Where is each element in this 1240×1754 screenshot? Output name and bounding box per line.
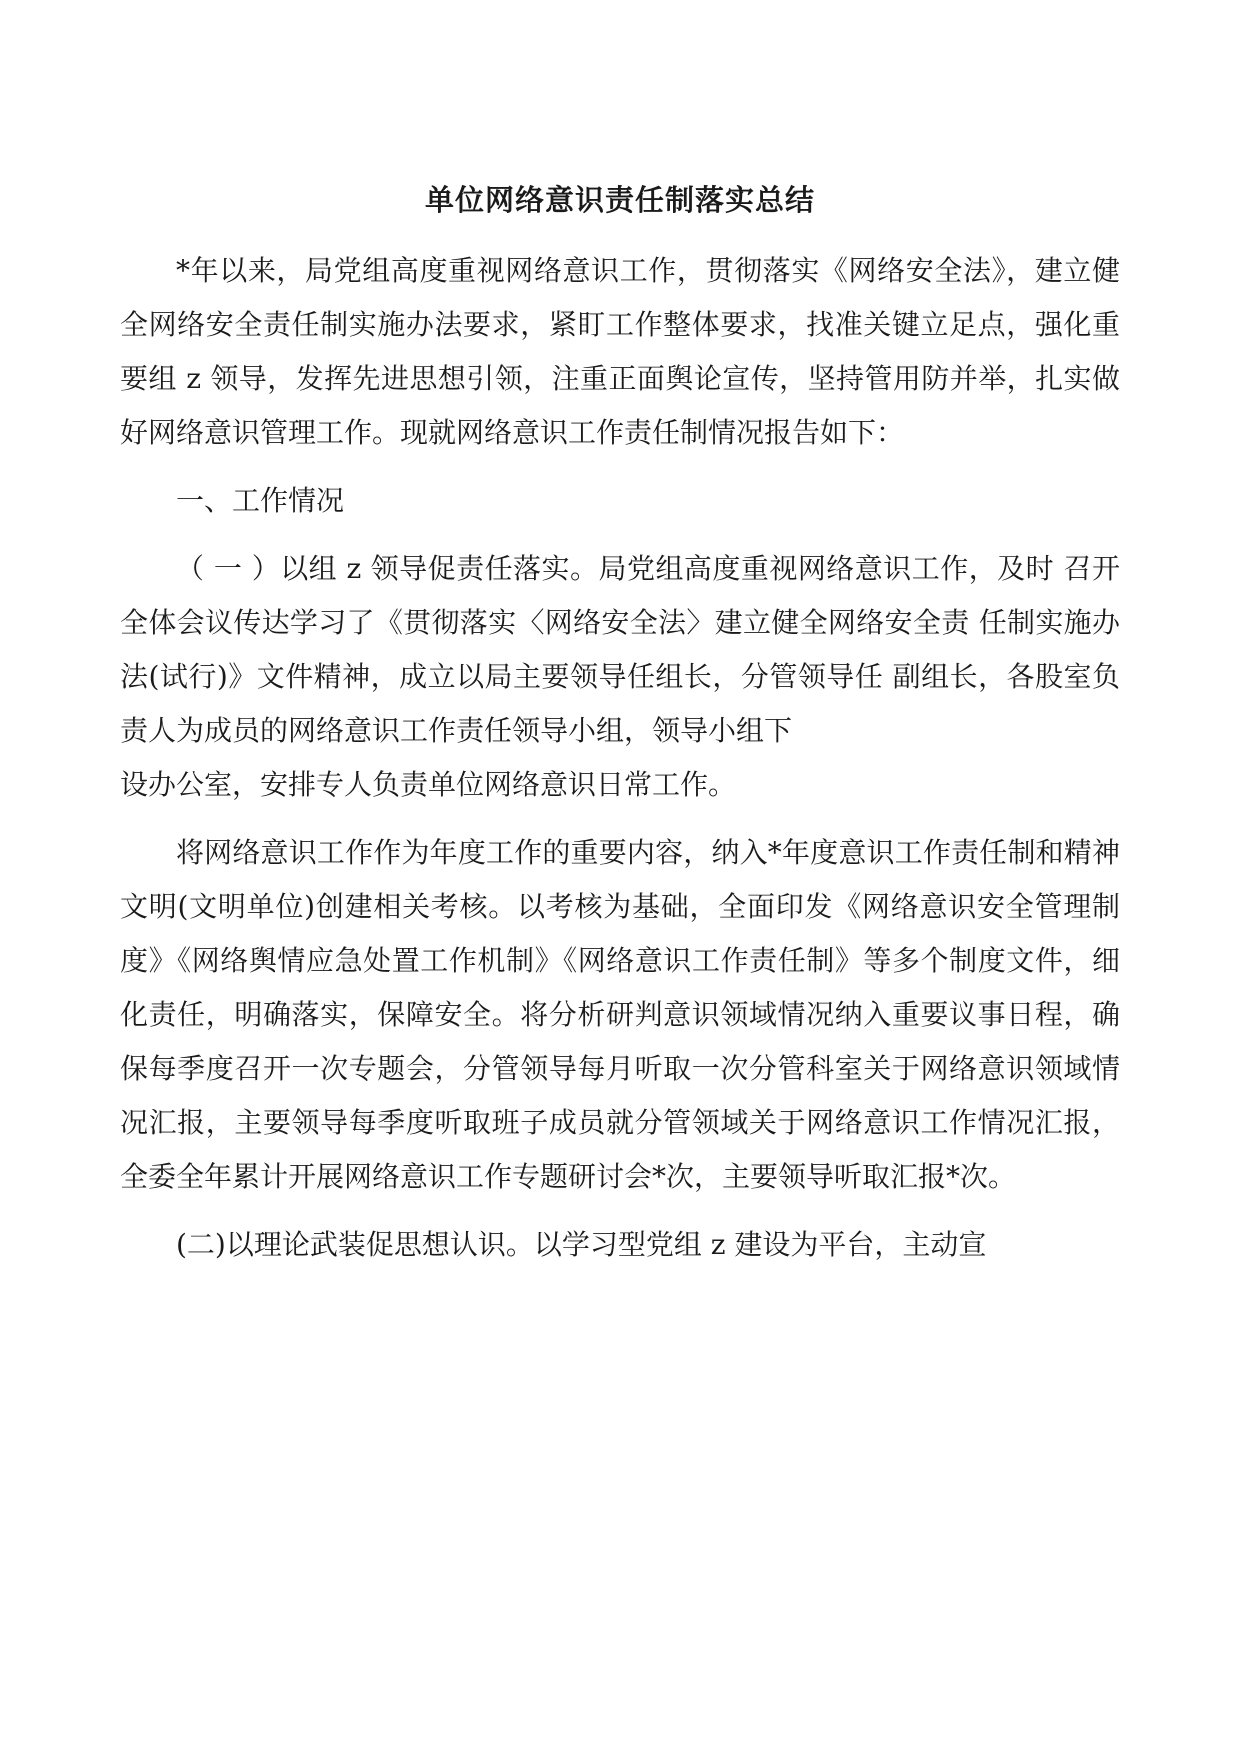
document-body	[120, 244, 1120, 1286]
paragraph-office-setup: 设办公室，安排专人负责单位网络意识日常工作。	[120, 768, 737, 801]
paragraph-annual-work: 将网络意识工作作为年度工作的重要内容，纳入*年度意识工作责任制和精神文明(文明单位)创建相关考核。以考核为基础，全面印发《网络意识安全管理制度》《网络舆情应急处置工作机制》《网络意识工作责任制》等多个制度文件，细化责任，明确落实，保障安全。将分析研判意识领域情况纳入重要议事日程，确保每季度召开一次专题会，分管领导每月听取一次分管科室关于网络意识领域情况汇报，主要领导每季度听取班子成员就分管领域关于网络意识工作情况汇报，全委全年累计开展网络意识工作专题研讨会*次，主要领导听取汇报*次。	[120, 836, 1120, 1193]
paragraph-intro: *年以来，局党组高度重视网络意识工作，贯彻落实《网络安全法》，建立健全网络安全责任制实施办法要求，紧盯工作整体要求，找准关键立足点，强化重要组 z 领导，发挥先进思想引领，注重正面舆论宣传，坚持管用防并举，扎实做好网络意识管理工作。现就网络意识工作责任制情况报告如下：	[120, 254, 1120, 449]
paragraph-theory-arming: (二)以理论武装促思想认识。以学习型党组 z 建设为平台，主动宣	[176, 1228, 987, 1261]
document-title: 单位网络意识责任制落实总结	[424, 183, 815, 217]
paragraph-organization-leadership: （ 一 ）以组 z 领导促责任落实。局党组高度重视网络意识工作，及时 召开全体会议传达学习了《贯彻落实〈网络安全法〉建立健全网络安全责 任制实施办法(试行)》文件精神，成立以局主要领导任组长，分管领导任 副组长，各股室负责人为成员的网络意识工作责任领导小组，领导小组下	[120, 552, 1120, 747]
section-heading-work-status: 一、工作情况	[176, 484, 345, 517]
